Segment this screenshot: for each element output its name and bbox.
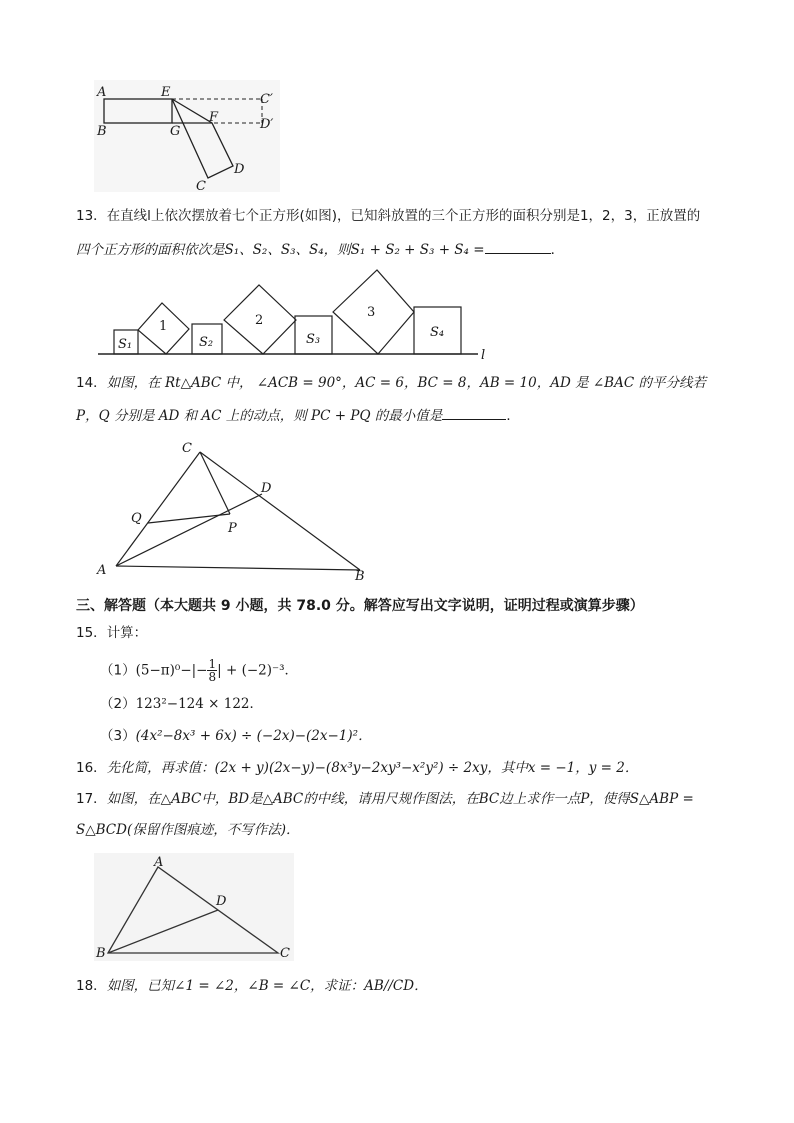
q13-answer-blank[interactable] — [485, 239, 551, 254]
section-3-title: 三、解答题（本大题共 9 小题，共 78.0 分。解答应写出文字说明，证明过程或演算步骤） — [76, 598, 644, 614]
q16-text: 先化简，再求值：(2x + y)(2x−y)−(8x³y−2xy³−x²y²) ÷ 2xy，其中x = −1，y = 2． — [106, 760, 639, 776]
q14-text-line2: P，Q 分别是 AD 和 AC 上的动点，则 PC + PQ 的最小值是 — [76, 408, 443, 424]
q13-line1 — [76, 207, 700, 225]
fig12-label-d-prime: D′ — [260, 117, 274, 132]
q14-line2 — [76, 405, 520, 425]
q13-fig-1: 1 — [159, 319, 168, 334]
figure-q13 — [96, 268, 496, 364]
q15-part3 — [100, 727, 372, 745]
q15-title: 计算： — [106, 625, 148, 641]
q15-p2-expr: 123²−124 × 122． — [135, 696, 264, 712]
q18-text: 如图，已知∠1 = ∠2，∠B = ∠C，求证：AB//CD． — [106, 978, 428, 994]
fig12-label-c-prime: C′ — [260, 92, 273, 107]
q14-end: ． — [506, 408, 520, 424]
q15-p3-label: （3） — [100, 728, 136, 744]
fig12-label-e: E — [161, 85, 171, 100]
q14-fig-q: Q — [131, 511, 142, 526]
q15-part1 — [100, 658, 298, 683]
q17-text-line1: 如图，在△ABC中，BD是△ABC的中线，请用尺规作图法，在BC边上求作一点P，使得S△ABP = — [106, 791, 694, 807]
q13-fig-line-l: l — [481, 348, 486, 363]
q13-fig-s1: S₁ — [118, 337, 133, 352]
q16-line — [76, 759, 638, 777]
fig12-label-d: D — [234, 162, 245, 177]
q17-line1 — [76, 790, 694, 808]
q17-fig-d: D — [216, 894, 227, 909]
q15-title-line — [76, 624, 147, 642]
fig12-label-c: C — [196, 179, 206, 192]
q16-number: 16． — [76, 760, 107, 776]
q17-fig-b: B — [96, 946, 106, 961]
q13-number: 13． — [76, 208, 107, 224]
q17-text-line2: S△BCD(保留作图痕迹，不写作法)． — [76, 822, 300, 838]
q13-fig-s2: S₂ — [199, 335, 214, 350]
fig12-label-g: G — [170, 124, 181, 139]
q14-fig-c: C — [182, 441, 192, 456]
q15-p1-frac-top: 1 — [208, 657, 217, 671]
q14-text-line1: 如图，在 Rt△ABC 中， ∠ACB = 90°，AC = 6，BC = 8，AB = 10，AD 是 ∠BAC 的平分线若 — [106, 375, 706, 391]
fig12-label-b: B — [97, 124, 107, 139]
q17-line2 — [76, 821, 300, 839]
figure-q17 — [94, 853, 294, 961]
fig12-label-f: F — [209, 110, 219, 125]
q18-number: 18． — [76, 978, 107, 994]
figure-q12 — [94, 80, 280, 192]
q14-fig-b: B — [355, 569, 365, 584]
q13-fig-s4: S₄ — [430, 325, 445, 340]
q18-line — [76, 977, 428, 995]
fig12-label-a: A — [97, 85, 107, 100]
q14-answer-blank[interactable] — [442, 405, 506, 420]
q13-text-line1: 在直线l上依次摆放着七个正方形(如图)，已知斜放置的三个正方形的面积分别是1，2，3，正放置的 — [106, 208, 701, 224]
q14-fig-p: P — [228, 521, 237, 536]
q15-p1-expr-b: | + (−2)⁻³． — [217, 662, 299, 679]
q13-fig-2: 2 — [255, 313, 264, 328]
q15-p3-expr: (4x²−8x³ + 6x) ÷ (−2x)−(2x−1)²． — [135, 728, 372, 744]
figure-q14 — [94, 436, 384, 584]
q13-line2 — [76, 239, 564, 259]
q15-p1-expr-a: (5−π)⁰−|− — [135, 662, 208, 679]
q15-p2-label: （2） — [100, 696, 136, 712]
q14-fig-d: D — [261, 481, 272, 496]
q14-fig-a: A — [97, 563, 107, 578]
q14-number: 14． — [76, 375, 107, 391]
q17-fig-a: A — [154, 855, 164, 870]
q13-text-line2: 四个正方形的面积依次是S₁、S₂、S₃、S₄，则S₁ + S₂ + S₃ + S₄ = — [76, 242, 485, 258]
q15-p1-frac-bot: 8 — [208, 670, 217, 684]
q13-end: ． — [550, 242, 565, 258]
q17-number: 17． — [76, 791, 107, 807]
q15-part2 — [100, 695, 263, 713]
q13-fig-s3: S₃ — [306, 332, 321, 347]
q14-line1 — [76, 374, 706, 392]
q15-p1-label: （1） — [100, 662, 136, 679]
q13-fig-3: 3 — [367, 305, 376, 320]
q15-p1-fraction — [207, 658, 217, 683]
q17-fig-c: C — [280, 946, 290, 961]
q15-number: 15． — [76, 625, 107, 641]
